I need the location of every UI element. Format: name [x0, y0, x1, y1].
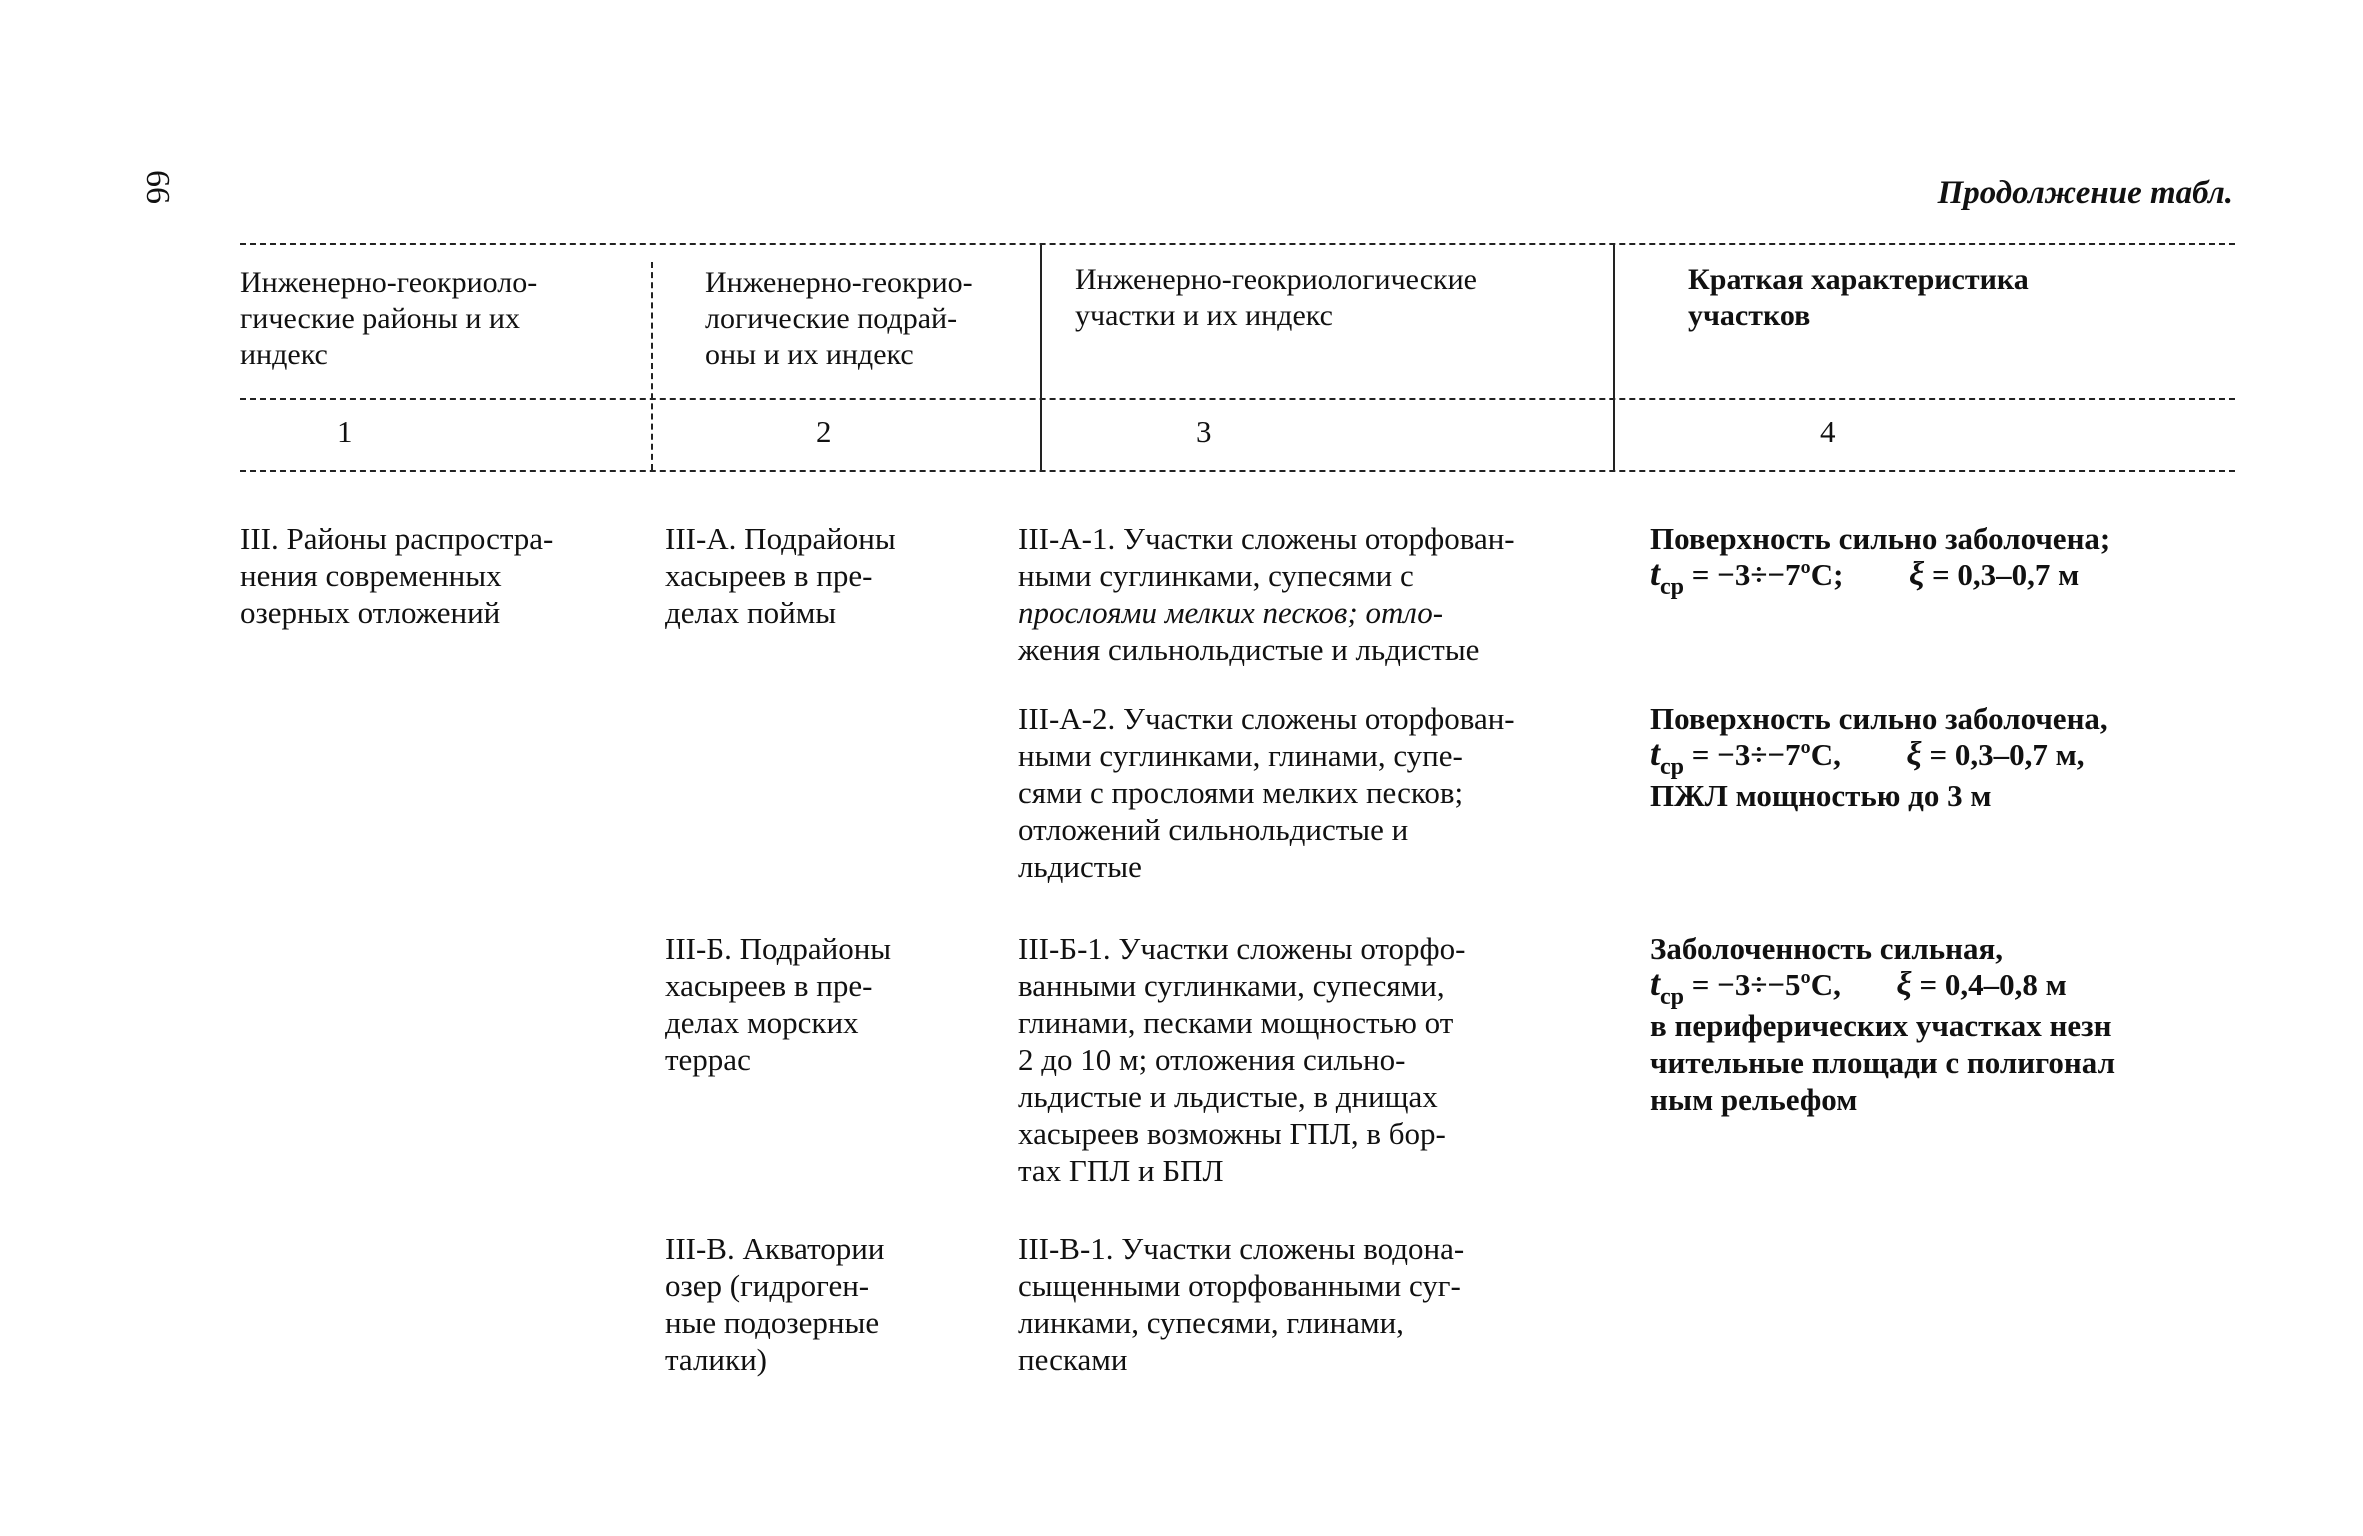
- characteristic-cell-3: Заболоченность сильная, $t_{ср}$ = −3÷−5ºС, ξ = 0,4–0,8 м в периферических участках незн чительные площади с полигонал ным рельефом: [1650, 931, 2115, 1117]
- site-cell-a1: III-А-1. Участки сложены оторфован- ными суглинками, супесями с прослоями мелких песков; отло- жения сильнольдистые и льдистые: [1018, 521, 1515, 667]
- temperature-symbol: t: [1650, 963, 1661, 1003]
- temperature-symbol: t: [1650, 733, 1661, 773]
- temperature-symbol: t: [1650, 553, 1661, 593]
- header-col-3: Инженерно-геокриологические участки и их индекс: [1075, 263, 1477, 332]
- page-number: 66: [139, 170, 176, 204]
- numbers-rule: [240, 470, 2235, 472]
- continuation-caption: Продолжение табл.: [1937, 175, 2233, 211]
- header-col-1: Инженерно-геокриоло- гические районы и их индекс: [240, 266, 538, 371]
- column-number-1: 1: [337, 414, 353, 449]
- header-col-2: Инженерно-геокрио- логические подрай- оны и их индекс: [705, 266, 973, 371]
- subdistrict-cell-a: III-А. Подрайоны хасыреев в пре- делах поймы: [665, 521, 896, 630]
- column-number-3: 3: [1196, 414, 1212, 449]
- col-divider-2: [1040, 243, 1042, 470]
- subdistrict-cell-b: III-Б. Подрайоны хасыреев в пре- делах морских террас: [665, 931, 892, 1077]
- characteristic-cell-1: Поверхность сильно заболочена; $t_{ср}$ = −3÷−7ºС; ξ = 0,3–0,7 м: [1650, 521, 2111, 600]
- site-cell-a2: III-А-2. Участки сложены оторфован- ными суглинками, глинами, супе- сями с прослоями мелких песков; отложений сильнольдистые и льдистые: [1018, 701, 1515, 884]
- column-number-4: 4: [1820, 414, 1836, 449]
- xi-symbol: ξ: [1908, 556, 1925, 593]
- site-cell-b1: III-Б-1. Участки сложены оторфо- ванными суглинками, супесями, глинами, песками мощностью от 2 до 10 м; отложения сильно- льдистые и льдистые, в днищах хасыреев возможны ГПЛ, в бор- тах ГПЛ и БПЛ: [1018, 931, 1466, 1188]
- table-top-rule: [240, 243, 2235, 245]
- xi-symbol: ξ: [1906, 736, 1922, 773]
- col-divider-1: [651, 262, 653, 470]
- characteristic-cell-2: Поверхность сильно заболочена, $t_{ср}$ = −3÷−7ºС, ξ = 0,3–0,7 м, ПЖЛ мощностью до 3 м: [1650, 701, 2108, 813]
- district-cell: III. Районы распростра- нения современных озерных отложений: [240, 521, 554, 630]
- col-divider-3: [1613, 243, 1615, 470]
- header-col-4: Краткая характеристика участков: [1688, 263, 2029, 332]
- subdistrict-cell-c: III-В. Акватории озер (гидроген- ные подозерные талики): [665, 1231, 885, 1377]
- xi-symbol: ξ: [1896, 966, 1912, 1003]
- site-cell-c1: III-В-1. Участки сложены водона- сыщенными оторфованными суг- линками, супесями, глинами, песками: [1018, 1231, 1465, 1377]
- column-number-2: 2: [816, 414, 832, 449]
- header-rule: [240, 398, 2235, 400]
